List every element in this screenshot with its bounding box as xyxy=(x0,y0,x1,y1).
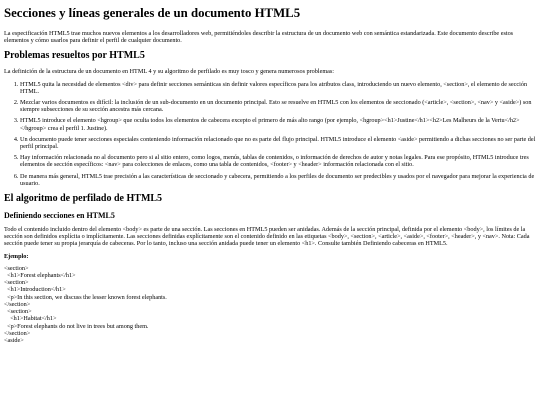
problems-heading: Problemas resueltos por HTML5 xyxy=(4,50,145,62)
code-line: <section> xyxy=(4,264,29,272)
list-item: 4. Un documento puede tener secciones especiales conteniendo información relacionado que no es parte del flujo principal. HTML5 introduce el elemento <aside> permitiendo a dichas secciones no ser parte del perfil principal. xyxy=(20,136,536,150)
code-example xyxy=(4,265,536,345)
code-line: <section> xyxy=(4,279,29,287)
intro-paragraph: La especificación HTML5 trae muchos nuevos elementos a los desarrolladores web, permitiéndoles describir la estructura de un documento web con semántica estandarizada. Este documento describe estos elementos y cómo usarlos para definir el perfil de cualquier documento. xyxy=(4,30,514,45)
sections-subheading: Definiendo secciones en HTML5 xyxy=(4,211,115,221)
page-title: Secciones y líneas generales de un documento HTML5 xyxy=(4,6,301,20)
list-item: 3. HTML5 introduce el elemento <hgroup> que oculta todos los elementos de cabecera excepto el primero de más alto rango (por ejemplo, <hgroup><h1>Justine</h1><h2>Les Malheurs de la Vertu</h2></hgroup> crea el perfil 1. Justine). xyxy=(20,117,536,131)
problems-list xyxy=(4,81,536,187)
example-label: Ejemplo: xyxy=(4,252,29,260)
code-line: <h1>Habitat</h1> xyxy=(4,315,57,323)
code-line: <section> xyxy=(4,308,32,316)
list-item: 6. De manera más general, HTML5 trae precisión a las características de seccionado y cabecera, permitiendo a los perfiles de documento ser predecibles y usados por el navegador para mejorar la experiencia de usuario. xyxy=(20,173,536,187)
list-item: 5. Hay información relacionada no al documento pero si al sitio entero, como logos, menús, tablas de contenidos, o información de derechos de autor y notas legales. Para ese propósito, HTML5 introduce tres elementos de sección específicos: <nav> para colecciones de enlaces, como una tabla de contenidos, <footer> y <header> información relacionada con el sitio. xyxy=(20,154,536,168)
algorithm-heading: El algoritmo de perfilado de HTML5 xyxy=(4,193,163,205)
code-line: <h1>Introduction</h1> xyxy=(4,286,66,294)
code-line: <p>In this section, we discuss the lesser known forest elephants. xyxy=(4,293,167,301)
sections-paragraph: Todo el contenido incluido dentro del elemento <body> es parte de una sección. Las secciones en HTML5 pueden ser anidadas. Además de la sección principal, definida por el elemento <body>, los límites de la sección son definidos explícita o implícitamente. Las secciones definidas explícitamente son el contenido definido en las etiquetas <body>, <section>, <article>, <aside>, <footer>, <header>, y <nav>. Nota: Cada sección puede tener su propia jerarquía de cabeceras. Por lo tanto, incluso una sección anidada puede tener un elemento <h1>. Consulte también Definiendo cabeceras en HTML5. xyxy=(4,226,530,248)
code-line: <h1>Forest elephants</h1> xyxy=(4,271,76,279)
list-item: 2. Mezclar varios documentos es difícil: la inclusión de un sub-documento en un documento principal. Esto se resuelve en HTML5 con los elementos de seccionado (<article>, <section>, <nav> y <aside>) son siempre subsecciones de su sección ancestra más cercana. xyxy=(20,99,536,113)
code-line: <p>Forest elephants do not live in trees but among them. xyxy=(4,322,149,330)
code-line: </section> xyxy=(4,300,31,308)
code-line: <aside> xyxy=(4,337,24,345)
list-item: 1. HTML5 quita la necesidad de elementos <div> para definir secciones semánticas sin definir valores específicos para los atributos class, introduciendo un nuevo elemento, <section>, el elemento de sección HTML. xyxy=(20,81,536,95)
code-line: </section> xyxy=(4,329,31,337)
problems-lead: La definición de la estructura de un documento en HTML 4 y su algoritmo de perfilado es muy tosco y genera numerosos problemas: xyxy=(4,68,335,76)
